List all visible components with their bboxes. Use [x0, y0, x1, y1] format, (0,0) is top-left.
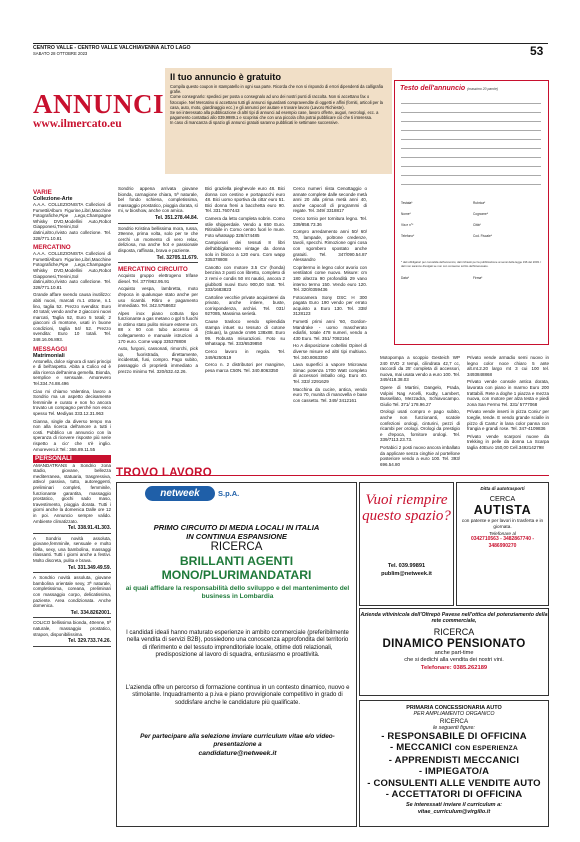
field-firma[interactable]: Firma* [473, 276, 483, 280]
classified-ad: Grande affare svendo causa inutilizzo: abiti nuovi, marcati m.1 ottone, n.1 lino, taglia 52. Prezzo svendita: Euro 40 totali; vendo anche 2 giacconi nuovi marcati, Taglia 52, Euro 5 totali; 2 giacconi di montone, usati in buone condizioni, taglia 54/ 52. Prezzo svendita: Euro 10 totali. Tel. 348.16.06.893. [33, 292, 111, 343]
classified-ad: Fumetti primi anni '60, Gordon-Mandrake - uomo mascherato ediafiri, totale 478 numeri, vendo a 430 Euro. Tel. 351/ 7082164 [293, 319, 367, 341]
classified-ad: Acquisto vespa, lambretta, moto d'epoca in qualunque stato anche per uso ricambi. Ritiro e pagamento immediato. Tel. 342.5758602 [118, 286, 198, 309]
category-heading: MESSAGGI [33, 345, 67, 353]
field-testata[interactable]: Testata* [401, 201, 413, 205]
netweek-spa: S.p.A. [218, 489, 240, 498]
primaria-role-3: - APPRENDISTI MECCANICI [388, 754, 520, 766]
column-3 [205, 186, 285, 375]
classified-ad: Cerco numeri riista Cenottaggio o annate complete dalle seconde metà anni 20 alla prima metà anni 40, anche capocoll di programmi di regate. Tel. 349/ 3318817 [293, 186, 367, 214]
header-date: SABATO 28 OTTOBRE 2023 [33, 51, 88, 56]
vuoi-email[interactable]: publim@netweek.it [381, 571, 432, 577]
autista-text: con patente e per lavori in trasferta e in giornata. [461, 518, 544, 529]
autista-tel[interactable]: 0342710563 - 3482867740 - 3486990270 [470, 536, 535, 549]
coupon-text-line[interactable] [401, 175, 541, 176]
field-citta[interactable]: Città* [473, 223, 481, 227]
header-rule [33, 43, 548, 44]
promo-text-1: Compila questo coupon in stampatello in ogni sua parte. Ricorda che non si rispondo di errori dipendenti da calligrafia grafie. [170, 84, 384, 95]
vitivinicola-header: Azienda vitivinicola dell'Oltrepò Pavese nell'ottica del potenziamento della rete commerciale, [360, 612, 548, 625]
classified-tel: Tel. 338.91.41.303. [33, 526, 111, 534]
classified-ad: Privato vende console antica dorata, lavorata con piano in marmo Euro 200 trattabili. Rete a doghe 1 piazza e mezza nuova, con motore per alza testa e piedi zona San Fermo Tel. 331/ 5777068 [467, 379, 549, 407]
classified-tel: Tel. 32705.11.679. [118, 256, 198, 264]
primaria-header: PRIMARIA CONCESSIONARIA AUTO [406, 705, 502, 711]
page-number: 53 [530, 44, 544, 58]
classified-ad: Camera da letto completa sobrin. Como stile shipperdale. Vendo a 650 Euro. Ritirabile in Como centro fuori le mure. Foto whatsapp 328/474485 [205, 215, 285, 238]
category-heading: PERSONALI [33, 455, 111, 462]
category-heading: VARIE [33, 189, 52, 196]
classified-ad: Privato vende scarponi nuove da trekking in pelle da donna La Scarpa taglia 40Euro 150,00 Cell.3492142798 [467, 433, 549, 450]
autista-role: AUTISTA [473, 503, 532, 517]
column-6 [467, 355, 549, 453]
autista-tel-label: Telefonare al [489, 530, 516, 536]
primaria-role-2: - MECCANICI CON ESPERIENZA [390, 742, 518, 754]
section-trovo-lavoro: TROVO LAVORO [116, 463, 549, 476]
coupon-text-line[interactable] [401, 157, 541, 158]
promo-box [165, 68, 392, 174]
primaria-ad [359, 700, 549, 827]
classified-ad: Cerco n. 2 distributori per mangime, pesa marca C50N. Tel. 340.8063350 [205, 362, 285, 373]
classified-ad: Cerco lavoro in regola. Tel. 349/6250519 [205, 349, 285, 360]
promo-title: Il tuo annuncio è gratuito [170, 72, 282, 82]
header-title: CENTRO VALLE - CENTRO VALLE VALCHIAVENNA ALTO LAGO [33, 45, 191, 51]
classified-ad: Fotocamera Sony DSC H 300 pagata Euro 190 vendo per errato acquisto a Euro 130. Tel. 338/ 3128123 [293, 294, 367, 317]
autista-ad [456, 482, 549, 606]
classified-ad: Cerco tornio per tornitura legno. Tel. 339/858.73.36 [293, 215, 367, 227]
column-2 [118, 186, 198, 376]
promo-text-3: Se sei interessato alla pubblicazione di altri tipi di annunci ad esempio case, lavoro offerte, auguri, necrologi, ecc. a pagamento contattaci allo 039.9989.1 e scoprirai che con una piccola cifra potrai pubblicare ciò che ti interessa. [170, 110, 379, 121]
vuoi-ad [359, 482, 454, 606]
coupon-text-line[interactable] [401, 103, 541, 104]
coupon-title: Testo dell'annuncio (massimo 20 parole) [400, 85, 499, 92]
netweek-ad [116, 482, 357, 827]
netweek-headline: PRIMO CIRCUITO DI MEDIA LOCALI IN ITALIA IN CONTINUA ESPANSIONE [153, 523, 320, 541]
autista-cerca: CERCA [489, 494, 516, 503]
netweek-body-3: L'azienda offre un percorso di formazione continua in un contesto dinamico, nuovo e stimolante. Inquadramento a p.iva e piano provvigionale competitivo in grado di soddisfare anche le candidature più qualificate. [125, 685, 350, 706]
coupon-text-line[interactable] [401, 148, 541, 149]
netweek-body-4: Per partecipare alla selezione inviare curriculum vitae e/o video-presentazione a [140, 733, 335, 748]
category-heading: Collezione-Arte [33, 196, 73, 202]
classified-ad: A Sondrio novità assoluta, giovane bambolina orientale sexy, 3ª naturale, completissima, coreana, preliminari con massaggio corpo, delicatissima, paziente. Area condizionata. Anche domenica. [33, 575, 111, 609]
netweek-logo: netweek [145, 486, 215, 501]
classified-ad: Macchina da cucire, antica, vendo euro 70, munita di manovella e base con cassetto. Tel. 349/ 3412161 [293, 386, 367, 403]
vuoi-title: Vuoi riempire questo spazio? [362, 492, 451, 524]
coupon-text-line[interactable] [401, 130, 541, 131]
classified-ad: Gianna, single da diverso tempo ma non alla ricerca dell'amore a tutti i costi. Pubblico un annuncio con la speranza di ricevere risposte più serie rispetto a cio' che s'è inglio. Amorevero.it Tel.: 366.89.11.55 [33, 418, 111, 452]
classified-ad: Orologi usati compro e pago subito, anche non funzionanti, scatole confezioni orologi, cinturini, pezzi di ricambi per orologi. Orologi da prestigio e d'epoca, fornitore orologi. Tel. 339/7113.23.73. [380, 409, 460, 443]
classified-ad: A.A.A. COLLEZIONISTA Collezioni di Fumetti/Album Figurine,Libri,Macchine Fotografiche,Pipe ,Lego,Champagne Whisky DVD,Modellini Auto,Robot Giapponesi,Trenini,Sol datini,altro,rivisto auto collezione. Tel. 328/771.10.81 [33, 202, 111, 241]
classified-ad: Auto, furgoni, cassonati, rimorchi, pick up, fuoristrada, direttamente, incidentati, fusi, compro. Pago subito, passaggio di proprietà immediato a prezzo minimo Tel. 320/632.42.26. [118, 346, 198, 374]
vitivinicola-cerca: RICERCA [433, 626, 475, 637]
classified-ad: Opere di Martini, Dangelo, Prada, Volpini Nag Arcelli, Kudty, Lambert, Bussellato, Mezzadra, Schiavocampo. Giulio Tel. 371/ 178.96.27 [380, 384, 460, 407]
classified-ad: Lava superfici a vapore Microwax Simac potenza 1700 Watt completo di accessori imballo orig. Euro 40. Tel. 333/ 2291629 [293, 362, 367, 384]
column-4 [293, 186, 367, 405]
classified-ad: Ciao mi chiamo Valentina, lavoro a Sondrio ma un aspetto decisamente femminile e curato e non ho ancora trovato un compagno perché non esco spesso Tel. Mediyas 333.12.31.963 [33, 388, 111, 416]
vitivinicola-ad [359, 608, 549, 696]
field-codfiscale[interactable]: Cod. Fiscale* [473, 234, 492, 238]
classified-ad: Ho A disposizione coltellini Opinel di diverse misure ed altri tipi multiuso. Tel. 340.8063350 [293, 343, 367, 360]
classified-ad: Copritermo in legno color avorio con ventilatori come nuovo. Misure: cm 180 altezza 90 profondità 29 vano interno termo 150. Vendo euro 120. Tel. 320/0359436 [293, 264, 367, 293]
vitivinicola-text-2: che si dedichi alla vendita dei nostri vini. [404, 656, 504, 663]
field-rubrica[interactable]: Rubrica* [473, 201, 486, 205]
primaria-role-5: - CONSULENTI ALLE VENDITE AUTO [367, 777, 541, 789]
category-heading: MERCATINO CIRCUITO [118, 266, 188, 274]
primaria-header-2: PER AMPLIAMENTO ORGANICO [413, 711, 495, 717]
field-data[interactable]: Data* [401, 276, 409, 280]
classified-ad: Privato vende armadio semi nuovo in legno color noce chiaro 5 ante alt.mt.2.20 largo mt 3 cui 100 tel. 3493848868 [467, 355, 549, 377]
vitivinicola-role: DINAMICO PENSIONATO [382, 636, 526, 650]
annunci-logo: ANNUNCI [33, 89, 164, 119]
classified-ad: Sondrio appena arrivata giovane bionda, carnagione chiara, 5ª naturale, bel fondo schiena, completissima, massaggio prostatico, pioggia dorata, sì mi, w bioshow, anche con amica. [118, 186, 198, 214]
primaria-cerca: RICERCA [439, 718, 469, 725]
coupon-note: * dati obbligatori per convalida dell'annuncio; dati richiesti per la pubblicazione ai sensi della legge 196 del 2003. I dati non saranno divulgati se non con consenso scritto dell'interessato. [401, 260, 542, 268]
coupon-text-line[interactable] [401, 166, 541, 167]
primaria-sub: le seguenti figure: [433, 725, 475, 731]
annunci-url[interactable]: www.ilmercato.eu [33, 117, 122, 130]
classified-ad: COLICO bellissima bionda, 40enne, 5ª naturale, massaggio prostatico, strapon, disponibilissima. [33, 620, 111, 637]
primaria-role-4: - IMPIEGATO/A [418, 766, 490, 778]
classified-ad: Canotto con motore 3.5 CV (honda) benzina 3 posti con libretto, completo di 2 remi e condis 50 mt nautici, ancora 2 giubbotti nuovi Euro 900,00 tratt. Tel. 333/1683823 [205, 264, 285, 293]
category-heading: MERCATINO [33, 244, 71, 252]
classified-ad: Alpes inox piano cottura tipo funzionante a gas metano o gpl 5 fuochi in ottimo stato pulito misure esterne cm. 88 x 50 con tubo accesso di collegamento e manuale istruzioni a 170 euro. Come wapp 335378808 [118, 310, 198, 344]
classified-ad: AMANDATRANS a Sondrio zona stadio, giovane, bellezza mediterranea, statuaria, trasgressiva, attivo/ passiva, tutto, autoreggenti, preliminari completi, femminile, funzionante garantita, massaggio prostatico, giochi sado maso, travestimento, pioggia dorata. Tutti i giorni anche la domenica Dalle ore 12 in poi. Annuncio sempre valido. Ambiente climatizzato. [33, 462, 111, 524]
classified-ad: Antonella, dolce signora di sani principi e di bell'aspetto. Abita a Colico ed è alla ricerca dell'anima gemella. Bionda, semplice e sensuale. Amorevero Tel.334.74.88.496 [33, 358, 111, 387]
primaria-roles [360, 731, 548, 800]
classified-ad: Campionari dei tessuti 8 libri dell'abbigliamento vintage da donna solo in blocco a 120 euro. Com wapp 335378808 [205, 240, 285, 263]
coupon-text-line[interactable] [401, 184, 541, 185]
netweek-email[interactable]: candidature@netweek.it [198, 750, 277, 757]
promo-text-2: Come consegnarlo: spedisci per posta o consegnalo ad uno dei nostri punti di raccolta. Non si accettano fax o fotocopie. Nel Mercatino si accettano tutti gli annunci riguardanti compravendite di oggetti e affini (forniti, articoli per la casa, auto, moto, giardinaggio ecc.) e gli annunci per aiutare e trovare lavoro (Lavoro Richieste). [170, 94, 383, 110]
primaria-email[interactable]: vitae_curriculum@virgilio.it [417, 809, 491, 816]
classified-ad: Motopompa a scoppio Gesteich WP 240 EVD 2 tempi, cilindrata 42,7 cc, raccordi da 25' completa di accessori, nuova, mai usata vendo a euro 100. Tel. 349/418.38.03 [380, 355, 460, 383]
classified-ad: A Sondrio novità assoluta, giovane,femminile, sensuale e molto bella, sexy, una bambolina, massaggi rilassanti. Tutti i giorni anche a festivi. Molto discreta, pulita e brava. [33, 535, 111, 564]
vitivinicola-tel[interactable]: Telefonare: 0385.262189 [420, 665, 488, 672]
classified-ad: Acquisto gruppo elettrogeno trifase diesel. Tel. 377/962.95.91 [118, 273, 198, 284]
coupon-form [394, 80, 549, 345]
classified-ad: Compro arredamento anni 50/ 60/ 70, lampade, poltrone credenze, tavoli, specchi. Rimozione ogni cosa con sgombero spostato anche gratuiti. Tel. 347/090.54.87 Alessandro [293, 229, 367, 263]
classified-ad: A.A.A. COLLEZIONISTA Collezioni di Fumetti/Album Figurine,Libri,Macchine Fotografiche,Pipe ,Lego,Champagne Whisky DVD,Modellini Auto,Robot Giapponesi,Trenini,Sol datini,altro,rivisto auto collezione. Tel. 328/771.10.81 [33, 251, 111, 290]
coupon-text-line[interactable] [401, 139, 541, 140]
primaria-role-6: - ACCETTATORI DI OFFICINA [385, 789, 523, 801]
coupon-text-line[interactable] [401, 121, 541, 122]
autista-header: Ditta di autotrasporti [480, 486, 525, 491]
classified-ad: Cartoline vecchie private acquisterei da privato, anche intiere, buste, corrispondenza, archivi. Tel. 031/ 927085, Massima serietà. [205, 294, 285, 317]
column-1 [33, 186, 111, 649]
classified-ad: Bici graziella pieghevole euro 48. Bici donna con cestino e portapacchi euro 48. Bici uomo sportiva da citta' euro 51. Bici donna freni a bacchetta euro 90. Tel. 331.7607443 [205, 186, 285, 214]
field-telefono[interactable]: Telefono* [401, 234, 415, 238]
column-5 [380, 355, 460, 469]
classified-tel: Tel. 334.8262001. [33, 611, 111, 619]
classified-ad: Sondrio Kristina bellissima mora, russa, 29enne, prima volta, solo per te che cerchi un momento di vero relax, deliziosa, ma anche hot e passionale disposta, raffinata, brava e paziente. [118, 225, 198, 253]
classified-ad: Privato vende inserti in pizza Coniu' per toeglie, tende. E vendo grande scialle in pizzo di Cantu' in lana color panna con frangia e grandi rose. Tel. 347-4109836 [467, 409, 549, 432]
promo-text-4: In caso di mancanza di spazio gli annunci gratuiti saranno pubblicati le settimane successive. [170, 120, 339, 126]
netweek-ricerca: RICERCA [210, 541, 263, 553]
field-nome[interactable]: Nome* [401, 212, 411, 216]
primaria-role-1: - RESPONSABILE DI OFFICINA [381, 731, 527, 742]
classified-tel: Tel. 351.278.44.84. [118, 216, 198, 224]
classified-tel: Tel. 329.733.74.26. [33, 639, 111, 647]
field-via[interactable]: Via e n°* [401, 223, 414, 227]
classified-ad: Cause trasloco vendo splendida stampa intuet su tessuto di cotone (Gkuas), la grande cm96 138x88. Euro 99. Robusta misurazioni. Foto su Whatsapp. Tel. 333/6539850 [205, 319, 285, 347]
primaria-foot: Se interessati inviare il curriculum a: vitae_curriculum@virgilio.it [360, 802, 548, 816]
vuoi-tel[interactable]: Tel. 039.99891 [387, 563, 426, 569]
netweek-body-2: I candidati ideali hanno maturato esperienze in ambito commerciale (preferibilmente nella vendita di servizi B2B), possiedono una conoscenza approfondita del territorio di riferimento e del tessuto imprenditoriale locale, ottime doti relazionali, predisposizione al lavoro di squadra, entusiasmo e proattività. [126, 630, 349, 659]
category-heading: Matrimoniali [33, 352, 65, 359]
coupon-text-line[interactable] [401, 112, 541, 113]
field-cognome[interactable]: Cognome* [473, 212, 489, 216]
vitivinicola-text-1: anche part-time [434, 649, 474, 656]
classified-tel: Tel. 331.349.49.59. [33, 566, 111, 574]
classified-ad: Portabici 2 posti nuovo ancora imballato da applicare senza cinghie al portellone posteriore vendo a euro 100. Tel. 393/ 696.54.80 [380, 444, 460, 467]
netweek-role: BRILLANTI AGENTI MONO/PLURIMANDATARI [161, 554, 312, 582]
netweek-body-1: ai quali affidare la responsabilità dello sviluppo e del mantenimento del business in Lombardia [125, 585, 350, 600]
